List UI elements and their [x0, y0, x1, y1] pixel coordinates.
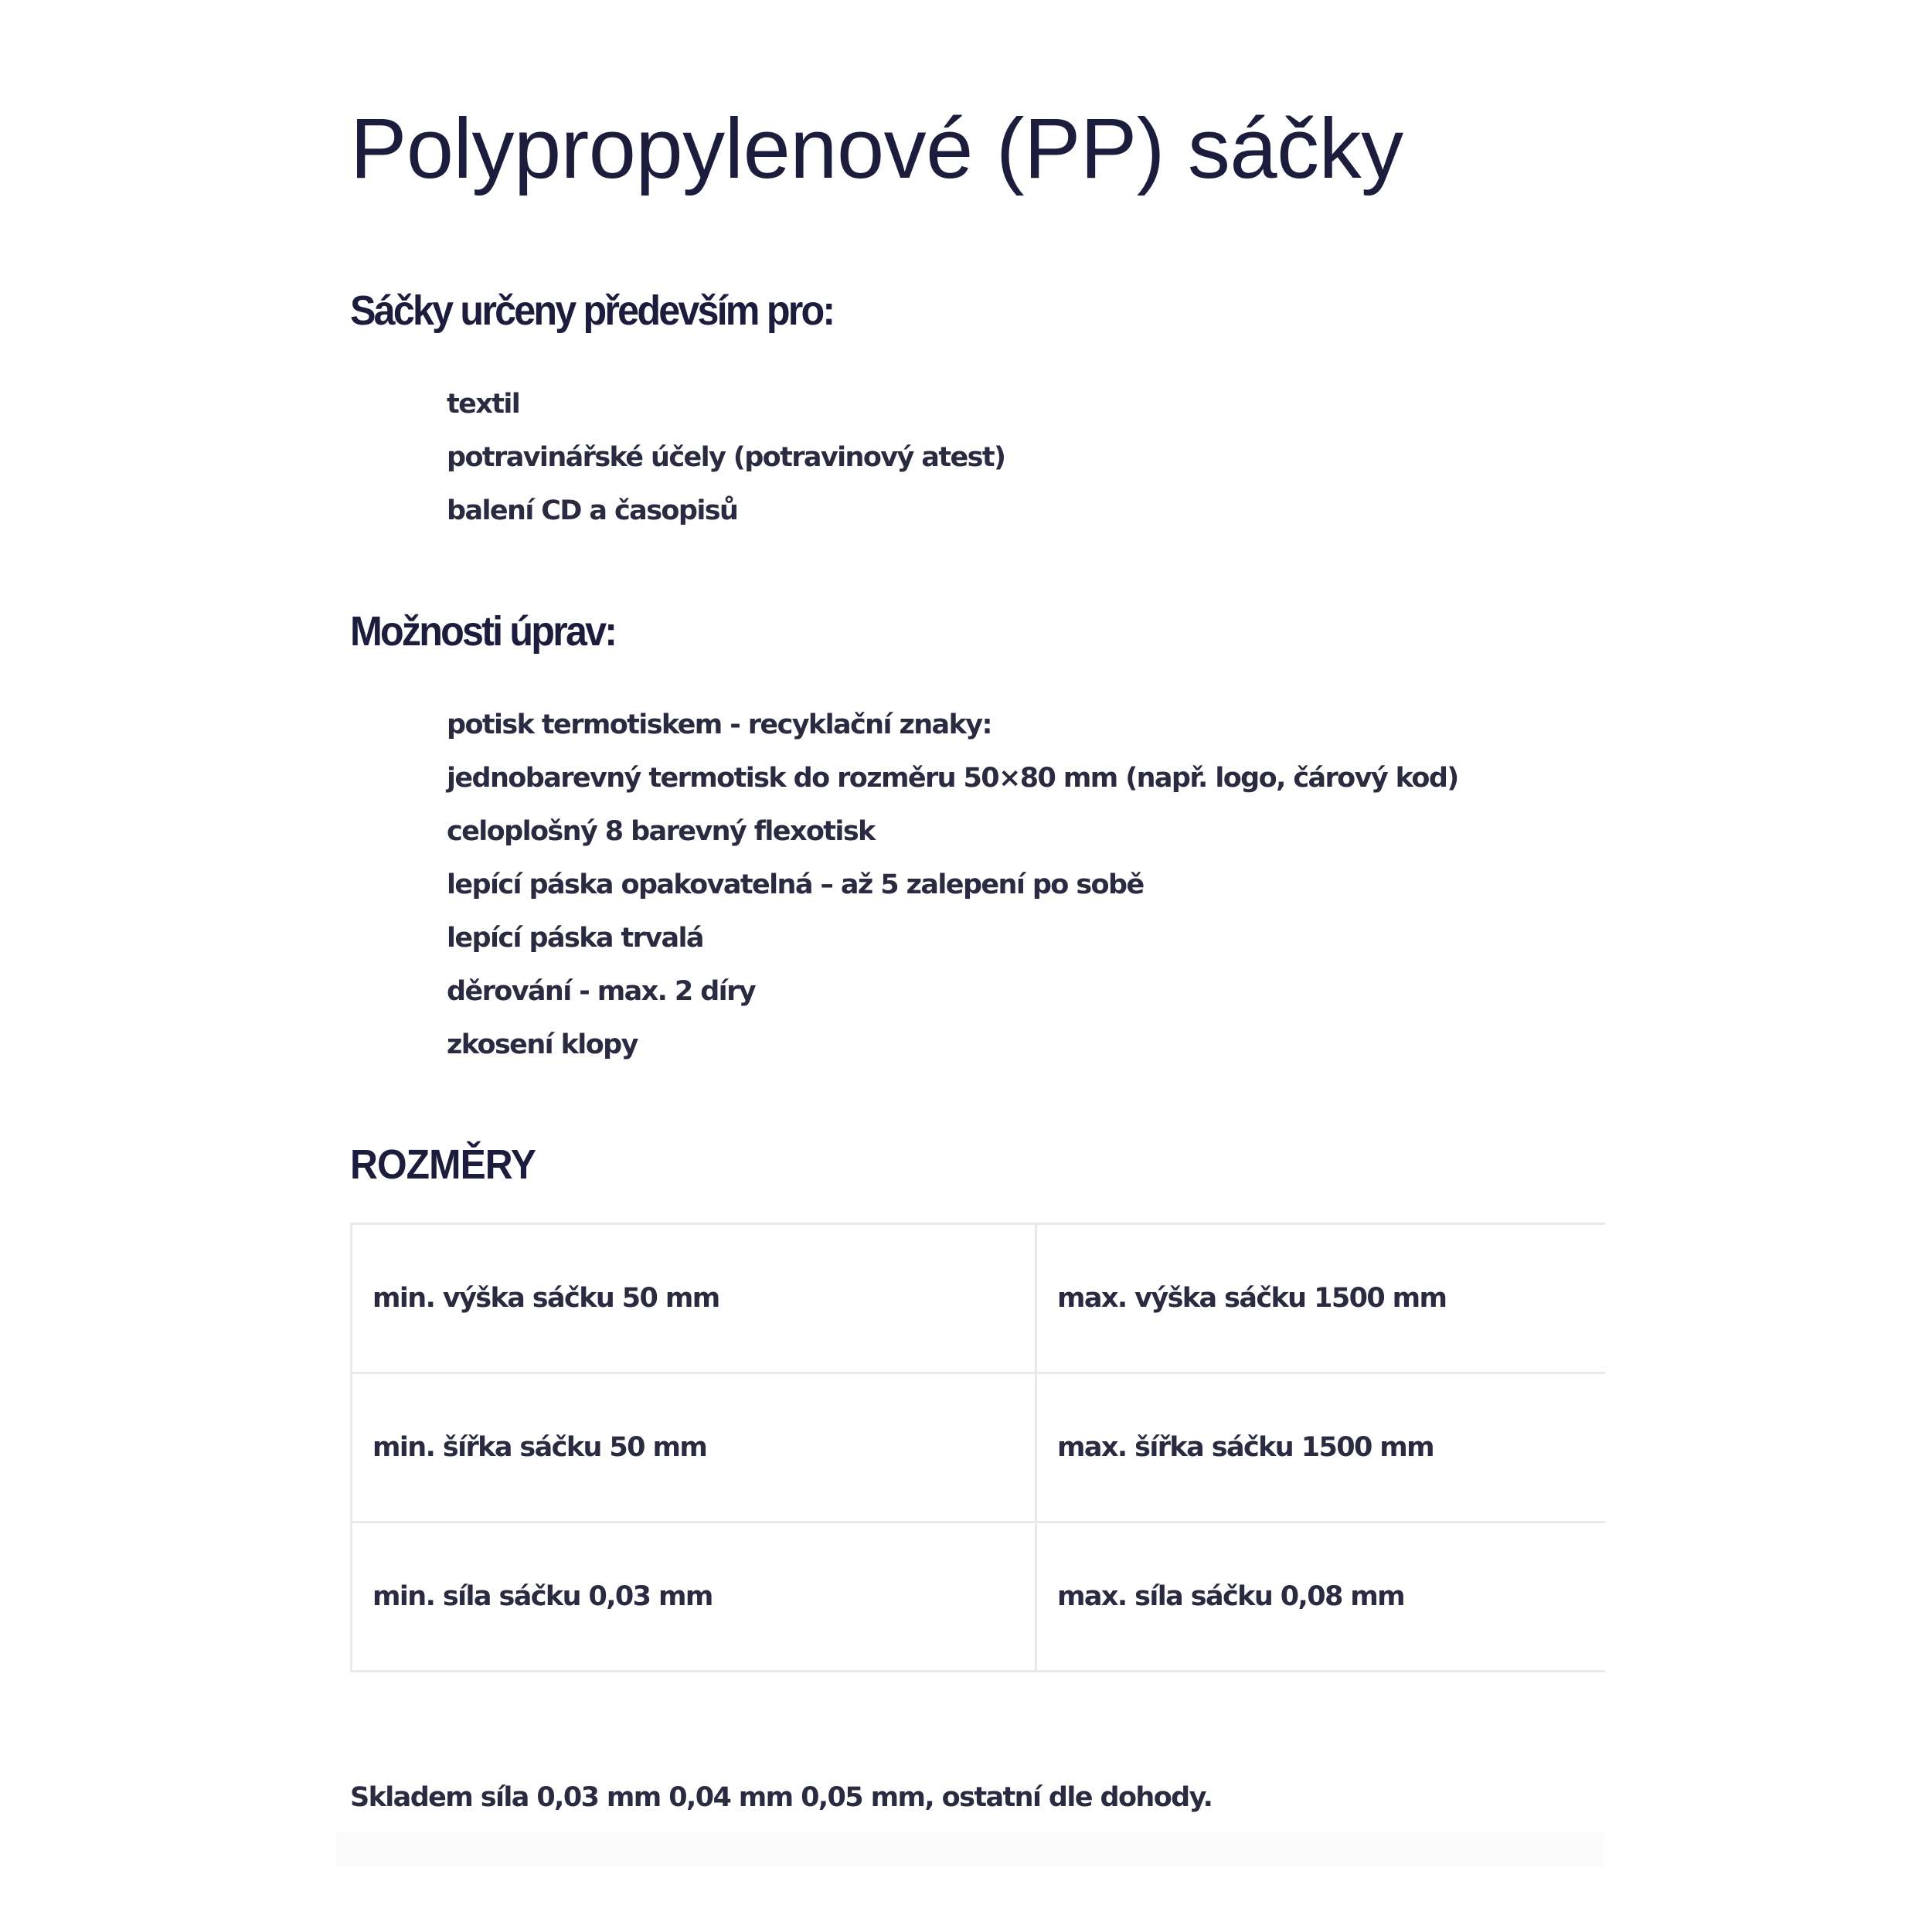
min-width-cell: min. šířka sáčku 50 mm: [352, 1373, 1036, 1522]
list-item: lepící páska trvalá: [447, 923, 703, 954]
options-heading: Možnosti úprav:: [350, 608, 616, 655]
page-title: Polypropylenové (PP) sáčky: [350, 101, 1403, 196]
min-height-cell: min. výška sáčku 50 mm: [352, 1224, 1036, 1373]
list-item: jednobarevný termotisk do rozměru 50×80 mm (např. logo, čárový kod): [447, 763, 1458, 794]
dimensions-heading: ROZMĚRY: [350, 1141, 536, 1188]
table-row: [352, 1522, 1606, 1672]
list-item: zkosení klopy: [447, 1029, 638, 1060]
usage-list: [447, 378, 1005, 538]
list-item: celoplošný 8 barevný flexotisk: [447, 816, 875, 847]
list-item: balení CD a časopisů: [447, 495, 738, 526]
table-row: [352, 1224, 1606, 1373]
options-list: [447, 699, 1458, 1072]
max-height-cell: max. výška sáčku 1500 mm: [1036, 1224, 1606, 1373]
usage-heading: Sáčky určeny především pro:: [350, 287, 834, 334]
table-row: [352, 1373, 1606, 1522]
max-width-cell: max. šířka sáčku 1500 mm: [1036, 1373, 1606, 1522]
bottom-divider-band: [336, 1832, 1604, 1866]
dimensions-table: [350, 1223, 1605, 1672]
list-item: potravinářské účely (potravinový atest): [447, 442, 1005, 473]
min-thickness-cell: min. síla sáčku 0,03 mm: [352, 1522, 1036, 1672]
list-item: lepící páska opakovatelná – až 5 zalepení po sobě: [447, 869, 1144, 900]
max-thickness-cell: max. síla sáčku 0,08 mm: [1036, 1522, 1606, 1672]
stock-note: Skladem síla 0,03 mm 0,04 mm 0,05 mm, ostatní dle dohody.: [350, 1782, 1213, 1813]
list-item: textil: [447, 389, 520, 420]
list-item: potisk termotiskem - recyklační znaky:: [447, 709, 992, 740]
list-item: děrování - max. 2 díry: [447, 976, 755, 1007]
